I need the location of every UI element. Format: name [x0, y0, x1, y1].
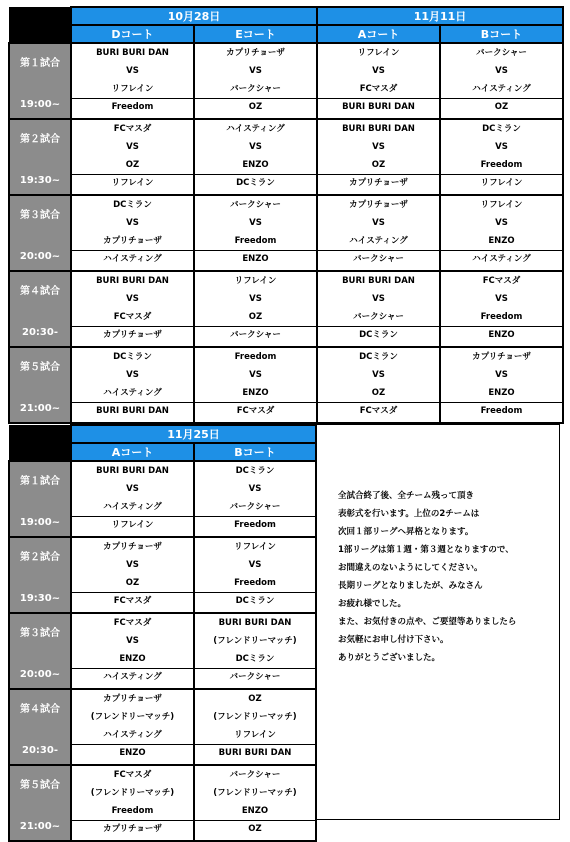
- team-1: カプリチョーザ: [226, 48, 285, 58]
- referee-team: カプリチョーザ: [349, 178, 408, 188]
- referee-team: BURI BURI DAN: [218, 748, 292, 758]
- match-label-cell: [9, 119, 71, 195]
- match-row: [9, 43, 563, 119]
- vs-label: VS: [249, 142, 262, 152]
- team-1: BURI BURI DAN: [96, 48, 169, 58]
- referee-team: Freedom: [111, 102, 154, 112]
- match-row: [9, 537, 316, 613]
- referee-team: FCマスダ: [236, 406, 275, 416]
- team-1: カプリチョーザ: [349, 200, 408, 210]
- team-2: ハイスティング: [318, 232, 439, 251]
- referee-team: ハイスティング: [103, 672, 162, 682]
- match-cell: [440, 195, 563, 271]
- vs-label: VS: [372, 142, 385, 152]
- vs-label: VS: [495, 66, 508, 76]
- team-1: バークシャー: [230, 200, 281, 210]
- team-1: リフレイン: [480, 200, 523, 210]
- match-time: 20:00~: [19, 669, 61, 680]
- referee-team: FCマスダ: [113, 596, 152, 606]
- match-label-cell: [9, 537, 71, 613]
- vs-label: VS: [248, 560, 262, 570]
- match-number: 第５試合: [20, 780, 60, 791]
- court-header: Eコート: [194, 25, 317, 43]
- team-2: バークシャー: [195, 80, 316, 99]
- match-cell: [317, 271, 440, 347]
- team-2: OZ: [318, 384, 439, 403]
- match-number: 第２試合: [20, 552, 60, 563]
- referee-team: カプリチョーザ: [103, 330, 162, 340]
- match-cell: [71, 613, 194, 689]
- vs-label: VS: [372, 66, 385, 76]
- announcement-line: 表彰式を行います。上位の2チームは: [338, 509, 480, 519]
- referee-team: ENZO: [242, 254, 269, 264]
- corner-cell: [9, 425, 71, 461]
- team-2: ハイスティング: [72, 384, 193, 403]
- referee-team: リフレイン: [111, 178, 154, 188]
- match-label-cell: [9, 461, 71, 537]
- team-2: ENZO: [72, 650, 193, 669]
- team-1: FCマスダ: [113, 618, 152, 628]
- match-time: 19:00~: [19, 517, 61, 528]
- team-1: BURI BURI DAN: [342, 276, 415, 286]
- referee-team: Freedom: [234, 520, 276, 530]
- announcement-line: お間違えのないようにしてください。: [338, 563, 483, 573]
- team-2: DCミラン: [195, 650, 315, 669]
- referee-team: ENZO: [488, 330, 515, 340]
- match-cell: [194, 347, 317, 423]
- date-header: 11月11日: [317, 7, 563, 25]
- announcement-line: 1部リーグは第１週・第３週となりますので、: [338, 545, 514, 555]
- match-label-cell: [9, 689, 71, 765]
- corner-cell: [9, 7, 71, 43]
- match-cell: [317, 119, 440, 195]
- match-row: [9, 271, 563, 347]
- announcement-line: 次回１部リーグへ昇格となります。: [338, 527, 474, 537]
- team-1: DCミラン: [235, 466, 275, 476]
- team-2: ENZO: [195, 802, 315, 821]
- team-2: ENZO: [195, 156, 316, 175]
- team-2: Freedom: [72, 802, 193, 821]
- match-cell: [194, 537, 316, 613]
- match-label-cell: [9, 347, 71, 423]
- team-1: DCミラン: [359, 352, 398, 362]
- match-cell: [194, 461, 316, 537]
- vs-label: (フレンドリーマッチ): [90, 788, 175, 798]
- court-header: Aコート: [317, 25, 440, 43]
- match-time: 21:00~: [19, 821, 61, 832]
- announcement-line: また、お気付きの点や、ご要望等ありましたら: [338, 617, 517, 627]
- team-2: Freedom: [441, 308, 562, 327]
- team-1: FCマスダ: [482, 276, 521, 286]
- match-cell: [317, 43, 440, 119]
- vs-label: VS: [495, 142, 508, 152]
- vs-label: (フレンドリーマッチ): [90, 712, 175, 722]
- match-label-cell: [9, 43, 71, 119]
- match-number: 第１試合: [20, 476, 60, 487]
- vs-label: VS: [126, 484, 139, 494]
- match-time: 19:00~: [19, 99, 61, 110]
- team-1: DCミラン: [113, 200, 152, 210]
- vs-label: VS: [249, 218, 262, 228]
- referee-team: ENZO: [119, 748, 146, 758]
- vs-label: VS: [372, 294, 385, 304]
- team-1: BURI BURI DAN: [218, 618, 292, 628]
- referee-team: リフレイン: [111, 520, 154, 530]
- team-1: リフレイン: [234, 542, 276, 552]
- team-2: ENZO: [195, 384, 316, 403]
- match-cell: [194, 119, 317, 195]
- referee-team: OZ: [494, 102, 509, 112]
- team-1: カプリチョーザ: [103, 542, 162, 552]
- team-2: リフレイン: [195, 726, 315, 745]
- vs-label: (フレンドリーマッチ): [213, 788, 297, 798]
- court-header: Aコート: [71, 443, 194, 461]
- team-2: ハイスティング: [72, 726, 193, 745]
- match-label-cell: [9, 613, 71, 689]
- match-time: 19:30~: [19, 593, 61, 604]
- match-time: 19:30~: [19, 175, 61, 186]
- team-2: OZ: [318, 156, 439, 175]
- team-2: バークシャー: [195, 498, 315, 517]
- match-number: 第１試合: [20, 58, 60, 69]
- match-time: 20:30-: [22, 327, 58, 338]
- vs-label: VS: [249, 66, 262, 76]
- match-cell: [71, 689, 194, 765]
- match-number: 第２試合: [20, 134, 60, 145]
- team-2: ENZO: [441, 232, 562, 251]
- team-2: ハイスティング: [72, 498, 193, 517]
- match-cell: [194, 689, 316, 765]
- match-cell: [71, 347, 194, 423]
- match-cell: [71, 461, 194, 537]
- team-1: FCマスダ: [113, 124, 152, 134]
- team-1: リフレイン: [234, 276, 277, 286]
- vs-label: VS: [126, 218, 139, 228]
- referee-team: バークシャー: [353, 254, 404, 264]
- match-number: 第３試合: [20, 628, 60, 639]
- court-header: Dコート: [71, 25, 194, 43]
- team-2: OZ: [195, 308, 316, 327]
- referee-team: DCミラン: [236, 178, 275, 188]
- referee-team: Freedom: [480, 406, 523, 416]
- vs-label: VS: [126, 142, 139, 152]
- team-2: Freedom: [195, 574, 315, 593]
- team-1: カプリチョーザ: [472, 352, 531, 362]
- vs-label: VS: [248, 484, 262, 494]
- match-cell: [440, 43, 563, 119]
- match-time: 20:30-: [22, 745, 58, 756]
- team-1: BURI BURI DAN: [96, 276, 169, 286]
- referee-team: リフレイン: [480, 178, 523, 188]
- match-number: 第５試合: [20, 362, 60, 373]
- vs-label: VS: [126, 560, 139, 570]
- team-2: カプリチョーザ: [72, 232, 193, 251]
- referee-team: DCミラン: [235, 596, 275, 606]
- announcement-line: お疲れ様でした。: [338, 599, 407, 609]
- announcement-box: [315, 424, 560, 820]
- team-2: Freedom: [441, 156, 562, 175]
- announcement-text: [338, 487, 516, 667]
- schedule-table-bottom: [8, 424, 317, 842]
- match-row: [9, 347, 563, 423]
- match-time: 20:00~: [19, 251, 61, 262]
- vs-label: (フレンドリーマッチ): [213, 636, 297, 646]
- team-1: DCミラン: [113, 352, 152, 362]
- referee-team: OZ: [248, 824, 262, 834]
- team-1: BURI BURI DAN: [96, 466, 169, 476]
- date-header: 10月28日: [71, 7, 317, 25]
- match-cell: [194, 613, 316, 689]
- team-1: Freedom: [234, 352, 277, 362]
- referee-team: ハイスティング: [103, 254, 162, 264]
- team-2: OZ: [72, 574, 193, 593]
- team-1: BURI BURI DAN: [342, 124, 415, 134]
- referee-team: ハイスティング: [472, 254, 531, 264]
- referee-team: DCミラン: [359, 330, 398, 340]
- referee-team: FCマスダ: [359, 406, 398, 416]
- match-cell: [194, 195, 317, 271]
- referee-team: OZ: [248, 102, 263, 112]
- match-cell: [71, 119, 194, 195]
- announcement-line: お気軽にお申し付け下さい。: [338, 635, 449, 645]
- vs-label: VS: [372, 370, 385, 380]
- match-cell: [194, 43, 317, 119]
- match-cell: [440, 271, 563, 347]
- match-cell: [440, 347, 563, 423]
- announcement-line: ありがとうございました。: [338, 653, 441, 663]
- match-cell: [71, 271, 194, 347]
- vs-label: VS: [126, 66, 139, 76]
- vs-label: VS: [249, 294, 262, 304]
- vs-label: VS: [126, 370, 139, 380]
- schedule-table-top: [8, 6, 564, 424]
- vs-label: VS: [126, 636, 139, 646]
- team-1: ハイスティング: [226, 124, 285, 134]
- referee-team: BURI BURI DAN: [342, 102, 415, 112]
- match-row: [9, 461, 316, 537]
- team-2: Freedom: [195, 232, 316, 251]
- court-header: Bコート: [440, 25, 563, 43]
- court-header: Bコート: [194, 443, 316, 461]
- match-number: 第４試合: [20, 704, 60, 715]
- vs-label: VS: [495, 218, 508, 228]
- match-cell: [71, 195, 194, 271]
- vs-label: (フレンドリーマッチ): [213, 712, 297, 722]
- team-1: カプリチョーザ: [103, 694, 162, 704]
- match-number: 第４試合: [20, 286, 60, 297]
- match-cell: [71, 43, 194, 119]
- team-1: DCミラン: [482, 124, 521, 134]
- team-1: バークシャー: [476, 48, 527, 58]
- match-row: [9, 195, 563, 271]
- team-2: ハイスティング: [441, 80, 562, 99]
- team-1: リフレイン: [357, 48, 400, 58]
- match-cell: [317, 347, 440, 423]
- vs-label: VS: [495, 294, 508, 304]
- team-2: FCマスダ: [318, 80, 439, 99]
- vs-label: VS: [372, 218, 385, 228]
- team-2: OZ: [72, 156, 193, 175]
- vs-label: VS: [495, 370, 508, 380]
- date-header: 11月25日: [71, 425, 316, 443]
- match-label-cell: [9, 271, 71, 347]
- referee-team: カプリチョーザ: [103, 824, 162, 834]
- match-number: 第３試合: [20, 210, 60, 221]
- match-cell: [71, 537, 194, 613]
- match-label-cell: [9, 195, 71, 271]
- announcement-line: 長期リーグとなりましたが、みなさん: [338, 581, 483, 591]
- referee-team: BURI BURI DAN: [96, 406, 169, 416]
- match-time: 21:00~: [19, 403, 61, 414]
- announcement-line: 全試合終了後、全チーム残って頂き: [338, 491, 475, 501]
- team-2: リフレイン: [72, 80, 193, 99]
- match-cell: [440, 119, 563, 195]
- match-cell: [194, 271, 317, 347]
- team-1: OZ: [248, 694, 262, 704]
- match-row: [9, 613, 316, 689]
- match-row: [9, 119, 563, 195]
- match-row: [9, 689, 316, 765]
- referee-team: バークシャー: [229, 672, 281, 682]
- team-1: FCマスダ: [113, 770, 152, 780]
- team-2: バークシャー: [318, 308, 439, 327]
- match-cell: [317, 195, 440, 271]
- vs-label: VS: [126, 294, 139, 304]
- referee-team: バークシャー: [230, 330, 281, 340]
- team-2: ENZO: [441, 384, 562, 403]
- team-1: バークシャー: [229, 770, 281, 780]
- team-2: FCマスダ: [72, 308, 193, 327]
- vs-label: VS: [249, 370, 262, 380]
